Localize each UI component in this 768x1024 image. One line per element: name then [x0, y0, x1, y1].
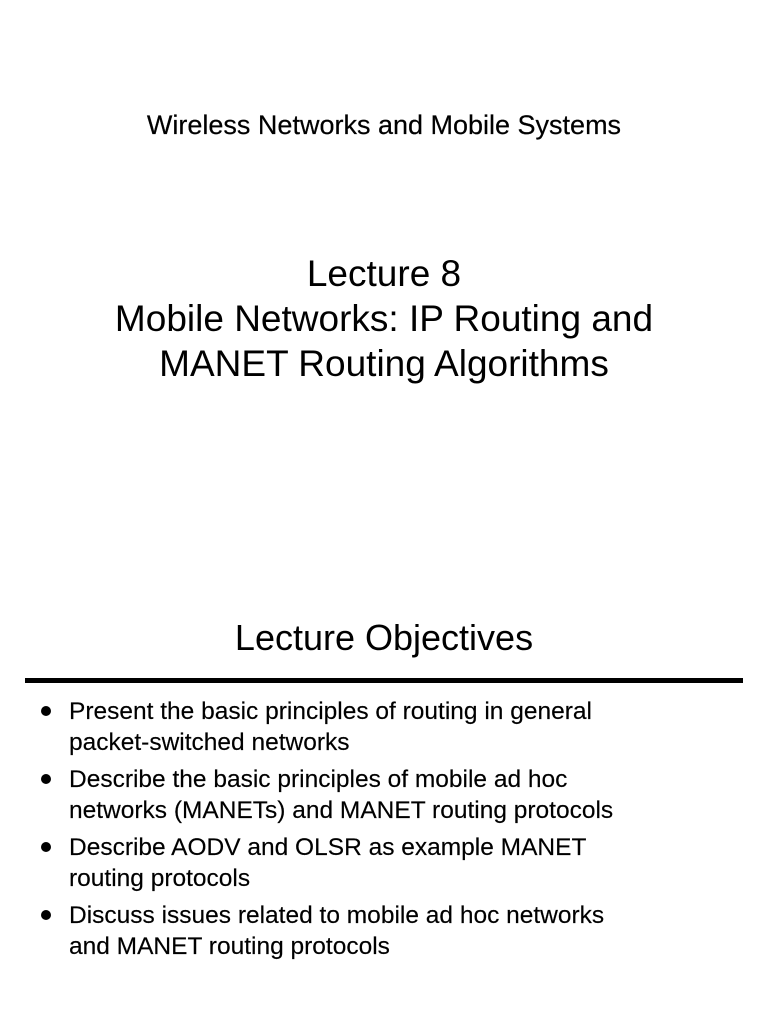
- objectives-list: [0, 696, 768, 968]
- list-item: [0, 696, 768, 758]
- lecture-title-line: Mobile Networks: IP Routing and: [114, 298, 654, 339]
- list-item-text: Describe the basic principles of mobile ad hoc: [69, 766, 568, 793]
- objectives-heading: Lecture Objectives: [234, 617, 534, 658]
- objectives-slide: [0, 560, 768, 1024]
- list-item: [0, 832, 768, 894]
- list-item-text: and MANET routing protocols: [69, 933, 390, 960]
- list-item-text: packet-switched networks: [69, 729, 350, 756]
- bullet-icon: [41, 842, 51, 852]
- list-item-text: Discuss issues related to mobile ad hoc networks: [69, 902, 605, 929]
- lecture-title: [0, 251, 768, 386]
- lecture-title-line: Lecture 8: [306, 253, 462, 294]
- list-item-text: Present the basic principles of routing in general: [69, 698, 592, 725]
- list-item-text: networks (MANETs) and MANET routing protocols: [69, 797, 614, 824]
- heading-divider: [25, 678, 743, 683]
- bullet-icon: [41, 774, 51, 784]
- list-item-text: Describe AODV and OLSR as example MANET: [69, 834, 587, 861]
- list-item-text: routing protocols: [69, 865, 251, 892]
- bullet-icon: [41, 910, 51, 920]
- lecture-title-line: MANET Routing Algorithms: [159, 343, 609, 384]
- course-title: Wireless Networks and Mobile Systems: [146, 110, 622, 140]
- bullet-icon: [41, 706, 51, 716]
- list-item: [0, 900, 768, 962]
- list-item: [0, 764, 768, 826]
